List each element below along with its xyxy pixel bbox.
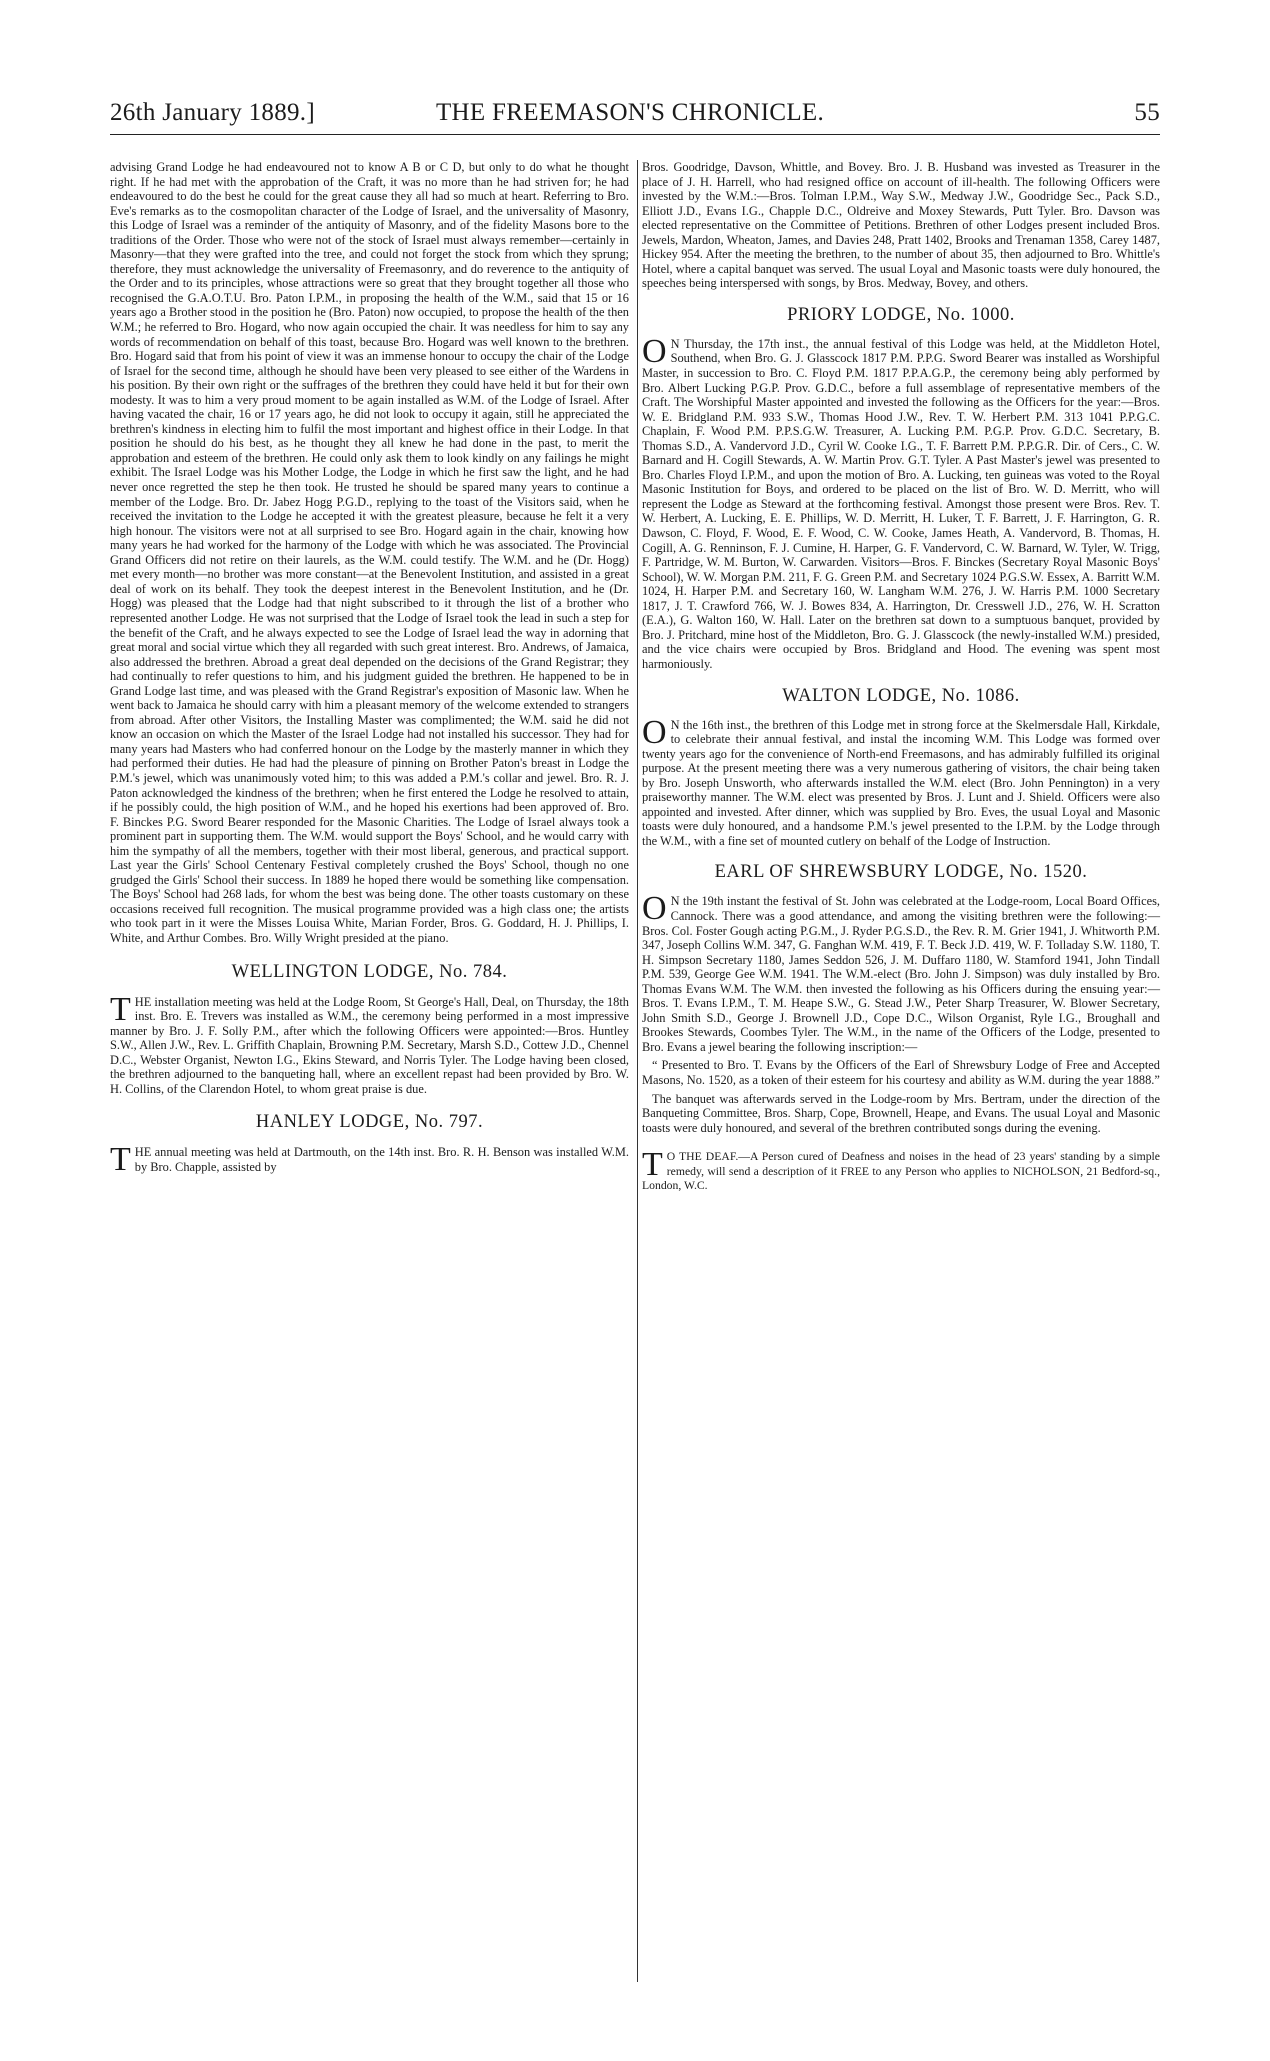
jewel-inscription: “ Presented to Bro. T. Evans by the Officers of the Earl of Shrewsbury Lodge of Free and Accepted Masons, No. 1520, as a token of their esteem for his courtesy and ability as W.M. during the year 1888.”	[642, 1058, 1160, 1087]
israel-lodge-report: advising Grand Lodge he had endeavoured not to know A B or C D, but only to do what he thought right. If he had met with the approbation of the Craft, it was no more than he had striven for; he had endeavoured to do the best he could for the great cause they all had so much at heart. Referring to Bro. Eve's remarks as to the cosmopolitan character of the Lodge of Israel, and the universality of Masonry, this Lodge of Israel was a reminder of the antiquity of Masonry, and of the fidelity Masons bore to the traditions of the Order. Those who were not of the stock of Israel must always remember—certainly in Masonry—that they were grafted into the tree, and could not forget the stock from which they sprung; therefore, they must acknowledge the universality of Freemasonry, and do reverence to the antiquity of the Order and to its principles, whose attractions were so great that they brought together all those who recognised the G.A.O.T.U. Bro. Paton I.P.M., in proposing the health of the W.M., said that 15 or 16 years ago a Brother stood in the position he (Bro. Paton) now occupied, to propose the health of the then W.M.; he referred to Bro. Hogard, who now again occupied the chair. It was needless for him to say any words of recommendation on behalf of this toast, because Bro. Hogard was well known to the brethren. Bro. Hogard said that from his point of view it was an immense honour to occupy the chair of the Lodge of Israel for the second time, although he should have been very pleased to see either of the Wardens in his position. By their own right or the suffrages of the brethren they could have held it but for their own modesty. It was to him a very proud moment to be again installed as W.M. of the Lodge of Israel. After having vacated the chair, 16 or 17 years ago, he did not look to occupy it again, still he appreciated the brethren's kindness in electing him to fulfil the most important and highest office in their Lodge. In that position he should do his best, as he thought they all knew he had done in the past, to merit the approbation and esteem of the brethren. He could only ask them to look kindly on any failings he might exhibit. The Israel Lodge was his Mother Lodge, the Lodge in which he first saw the light, and he had never once regretted the step he then took. He trusted he should be spared many years to continue a member of the Lodge. Bro. Dr. Jabez Hogg P.G.D., replying to the toast of the Visitors said, when he received the invitation to the Lodge he accepted it with the greatest pleasure, because he felt it a very high honour. The visitors were not at all surprised to see Bro. Hogard again in the chair, knowing how many years he had worked for the harmony of the Lodge with which he was associated. The Provincial Grand Officers did not retire on their laurels, as the W.M. could testify. The W.M. and he (Dr. Hogg) met every month—no brother was more constant—at the Benevolent Institution, and assisted in a great deal of work on its behalf. They took the deepest interest in the Benevolent Institution, and he (Dr. Hogg) was pleased that the Lodge had that night subscribed to it through the list of a brother who represented another Lodge. He was not surprised that the Lodge of Israel took the lead in such a step for the benefit of the Craft, and he always expected to see the Lodge of Israel lead the way in adorning that great moral and social virtue which they all regarded with such great interest. Bro. Andrews, of Jamaica, also addressed the brethren. Abroad a great deal depended on the decisions of the Grand Registrar; they had continually to refer questions to him, and his judgment guided the brethren. He happened to be in Grand Lodge last time, and was pleased with the Grand Registrar's exposition of Masonic law. When he went back to Jamaica he should carry with him a pleasant memory of the welcome extended to strangers from abroad. After other Visitors, the Installing Master was complimented; the W.M. said he did not know an occasion on which the Master of the Israel Lodge had not installed his successor. They had for many years had Masters who had conferred honour on the Lodge by the masterly manner in which they had performed their duties. He had had the pleasure of pinning on Brother Paton's breast in Lodge the P.M.'s jewel, which was unanimously voted him; to this was added a P.M.'s collar and jewel. Bro. R. J. Paton acknowledged the kindness of the brethren; when he first entered the Lodge he resolved to attain, if he possibly could, the high position of W.M., and he hoped his exertions had been approved of. Bro. F. Binckes P.G. Sword Bearer responded for the Masonic Charities. The Lodge of Israel always took a prominent part in supporting them. The W.M. would support the Boys' School, and he would carry with him the sympathy of all the members, together with their most liberal, generous, and practical support. Last year the Girls' School Centenary Festival completely crushed the Boys' School, though no one grudged the Girls' School their success. In 1889 he hoped there would be something like compensation. The Boys' School had 268 lads, for whom the best was being done. The other toasts customary on these occasions received full recognition. The musical programme provided was a high class one; the artists who took part in it were the Misses Louisa White, Marian Forder, Bros. G. Goddard, H. J. Phillips, I. White, and Arthur Combes. Bro. Willy Wright presided at the piano.	[110, 160, 629, 945]
header-rule	[110, 134, 1160, 135]
column-divider	[637, 160, 638, 1982]
priory-lodge-heading: PRIORY LODGE, No. 1000.	[787, 304, 1015, 325]
priory-lodge-article	[642, 332, 1160, 672]
shrewsbury-lodge-article	[642, 890, 1160, 1054]
page-header	[110, 99, 1160, 129]
dropcap: T	[110, 1141, 131, 1179]
advertisement-text: O THE DEAF.—A Person cured of Deafness and noises in the head of 23 years' standing by a simple remedy, will send a description of it FREE to any Person who applies to NICHOLSON, 21 Bedford-sq., London, W.C.	[642, 1150, 1160, 1193]
deafness-advertisement	[642, 1146, 1160, 1194]
dropcap: T	[642, 1146, 663, 1184]
shrewsbury-banquet-text: The banquet was afterwards served in the Lodge-room by Mrs. Bertram, under the direction of the Banqueting Committee, Bros. Sharp, Cope, Brownell, Heape, and Evans. The usual Loyal and Masonic toasts were duly honoured, and several of the brethren contributed songs during the evening.	[642, 1091, 1160, 1135]
dropcap: O	[642, 890, 667, 928]
hanley-lodge-article	[110, 1141, 629, 1179]
left-column	[110, 160, 629, 1179]
wellington-lodge-text: HE installation meeting was held at the Lodge Room, St George's Hall, Deal, on Thursday, the 18th inst. Bro. E. Trevers was installed as W.M., the ceremony being performed in a most impressive manner by Bro. J. F. Solly P.M., after which the following Officers were appointed:—Bros. Huntley S.W., Allen J.W., Rev. L. Griffith Chaplain, Browning P.M. Secretary, Marsh S.D., Cottew J.D., Chennel D.C., Webster Organist, Newton I.G., Ekins Steward, and Norris Tyler. The Lodge having been closed, the brethren adjourned to the banqueting hall, where an excellent repast had been provided by Bro. W. H. Collins, of the Clarendon Hotel, to whom great praise is due.	[110, 994, 629, 1096]
priory-lodge-text: N Thursday, the 17th inst., the annual festival of this Lodge was held, at the Middleton Hotel, Southend, when Bro. G. J. Glasscock 1817 P.M. P.P.G. Sword Bearer was installed as Worshipful Master, in succession to Bro. C. Floyd P.M. 1817 P.P.A.G.P., the ceremony being ably performed by Bro. Albert Lucking P.G.P. Prov. G.D.C., before a full assemblage of representative members of the Craft. The Worshipful Master appointed and invested the following as the Officers for the year:—Bros. W. E. Bridgland P.M. 933 S.W., Thomas Hood J.W., Rev. T. W. Herbert P.M. 313 1041 P.P.G.C. Chaplain, F. Wood P.M. P.P.S.G.W. Treasurer, A. Lucking P.M. P.G.P. Prov. G.D.C. Secretary, B. Thomas S.D., A. Vandervord J.D., Cyril W. Cooke I.G., T. F. Barrett P.M. P.P.G.R. Dir. of Cers., C. W. Barnard and H. Cogill Stewards, A. W. Martin Prov. G.T. Tyler. A Past Master's jewel was presented to Bro. Charles Floyd I.P.M., and upon the motion of Bro. A. Lucking, ten guineas was voted to the Royal Masonic Institution for Boys, and ordered to be placed on the list of Bro. W. D. Merritt, who will represent the Lodge as Steward at the forthcoming festival. Amongst those present were Bros. Rev. T. W. Herbert, A. Lucking, E. E. Phillips, W. D. Merritt, H. Luker, T. F. Barrett, J. F. Harrington, G. R. Dawson, C. Floyd, F. Wood, E. F. Wood, C. W. Cooke, James Heath, A. Vandervord, B. Thomas, H. Cogill, A. G. Renninson, F. J. Cumine, H. Harper, G. F. Vandervord, C. W. Barnard, W. Tyler, W. Trigg, F. Partridge, W. M. Burton, W. Carwarden. Visitors—Bros. F. Binckes (Secretary Royal Masonic Boys' School), W. W. Morgan P.M. 211, F. G. Green P.M. and Secretary 1024 P.G.S.W. Essex, A. Barritt W.M. 1024, H. Harper P.M. and Secretary 160, W. Langham W.M. 276, J. W. Harris P.M. 1000 Secretary 1817, J. T. Crawford 766, W. J. Bowes 834, A. Harrington, Dr. Cresswell J.D., 276, W. H. Scratton (E.A.), G. Walton 160, W. Hall. Later on the brethren sat down to a sumptuous banquet, provided by Bro. J. Pritchard, mine host of the Middleton, Bro. G. J. Glasscock (the newly-installed W.M.) presided, and the vice chairs were occupied by Bros. Bridgland and Hood. The evening was spent most harmoniously.	[642, 336, 1160, 671]
publication-title: THE FREEMASON'S CHRONICLE.	[435, 99, 825, 126]
wellington-lodge-article	[110, 990, 629, 1097]
wellington-lodge-heading: WELLINGTON LODGE, No. 784.	[231, 961, 508, 982]
walton-lodge-heading: WALTON LODGE, No. 1086.	[782, 685, 1020, 706]
shrewsbury-lodge-heading: EARL OF SHREWSBURY LODGE, No. 1520.	[714, 862, 1088, 883]
issue-date: 26th January 1889.]	[110, 99, 315, 126]
hanley-lodge-continuation: Bros. Goodridge, Davson, Whittle, and Bovey. Bro. J. B. Husband was invested as Treasurer in the place of J. H. Harrell, who had resigned office on account of ill-health. The following Officers were invested by the W.M.:—Bros. Tolman I.P.M., Way S.W., Medway J.W., Goodridge Sec., Pack S.D., Elliott J.D., Evans I.G., Chapple D.C., Oldreive and Moxey Stewards, Putt Tyler. Bro. Davson was elected representative on the Committee of Petitions. Brethren of other Lodges present included Bros. Jewels, Mardon, Wheaton, James, and Davies 248, Pratt 1402, Brooks and Trenaman 1358, Carey 1487, Hickey 954. After the meeting the brethren, to the number of about 35, then adjourned to Bro. Whittle's Hotel, where a capital banquet was served. The usual Loyal and Masonic toasts were duly honoured, the speeches being interspersed with songs, by Bros. Medway, Bovey, and others.	[642, 160, 1160, 291]
dropcap: O	[642, 713, 667, 751]
walton-lodge-text: N the 16th inst., the brethren of this Lodge met in strong force at the Skelmersdale Hall, Kirkdale, to celebrate their annual festival, and instal the incoming W.M. This Lodge was formed over twenty years ago for the convenience of North-end Freemasons, and has admirably fulfilled its original purpose. At the present meeting there was a very numerous gathering of visitors, the chair being taken by Bro. Joseph Unsworth, who afterwards installed the W.M. elect (Bro. John Pennington) in a very praiseworthy manner. The W.M. elect was presented by Bros. J. Lunt and J. Shield. Officers were also appointed and invested. After dinner, which was supplied by Bro. Eves, the usual Loyal and Masonic toasts were duly honoured, and a handsome P.M.'s jewel presented to the I.P.M. by the Lodge through the W.M., with a fine set of mounted cutlery on behalf of the Lodge of Instruction.	[642, 717, 1160, 848]
hanley-lodge-text: HE annual meeting was held at Dartmouth, on the 14th inst. Bro. R. H. Benson was installed W.M. by Bro. Chapple, assisted by	[134, 1145, 629, 1174]
shrewsbury-lodge-text: N the 19th instant the festival of St. John was celebrated at the Lodge-room, Local Board Offices, Cannock. There was a good attendance, and among the visiting brethren were the following:—Bros. Col. Foster Gough acting P.G.M., J. Ryder P.G.S.D., the Rev. R. M. Grier 1941, J. Whitworth P.M. 347, Joseph Collins W.M. 347, G. Fanghan W.M. 419, F. T. Beck J.D. 419, W. F. Tolladay S.W. 1180, T. H. Simpson Secretary 1180, James Seddon 526, J. M. Duffaro 1180, W. Stamford 1941, John Tindall P.M. 539, George Gee W.M. 1941. The W.M.-elect (Bro. John J. Simpson) was duly installed by Bro. Thomas Evans W.M. The W.M. then invested the following as his Officers during the ensuing year:—Bros. T. Evans I.P.M., T. M. Heape S.W., G. Stead J.W., Peter Sharp Treasurer, W. Blower Secretary, John Smith S.D., George J. Brownell J.D., Cope D.C., Wilson Organist, Ryle I.G., Broughall and Brookes Stewards, Coombes Tyler. The W.M., in the name of the Officers of the Lodge, presented to Bro. Evans a jewel bearing the following inscription:—	[642, 894, 1160, 1054]
dropcap: O	[642, 332, 667, 370]
page-number: 55	[1134, 99, 1160, 126]
walton-lodge-article	[642, 713, 1160, 849]
dropcap: T	[110, 990, 131, 1028]
hanley-lodge-heading: HANLEY LODGE, No. 797.	[255, 1112, 484, 1133]
right-column	[642, 160, 1160, 1194]
